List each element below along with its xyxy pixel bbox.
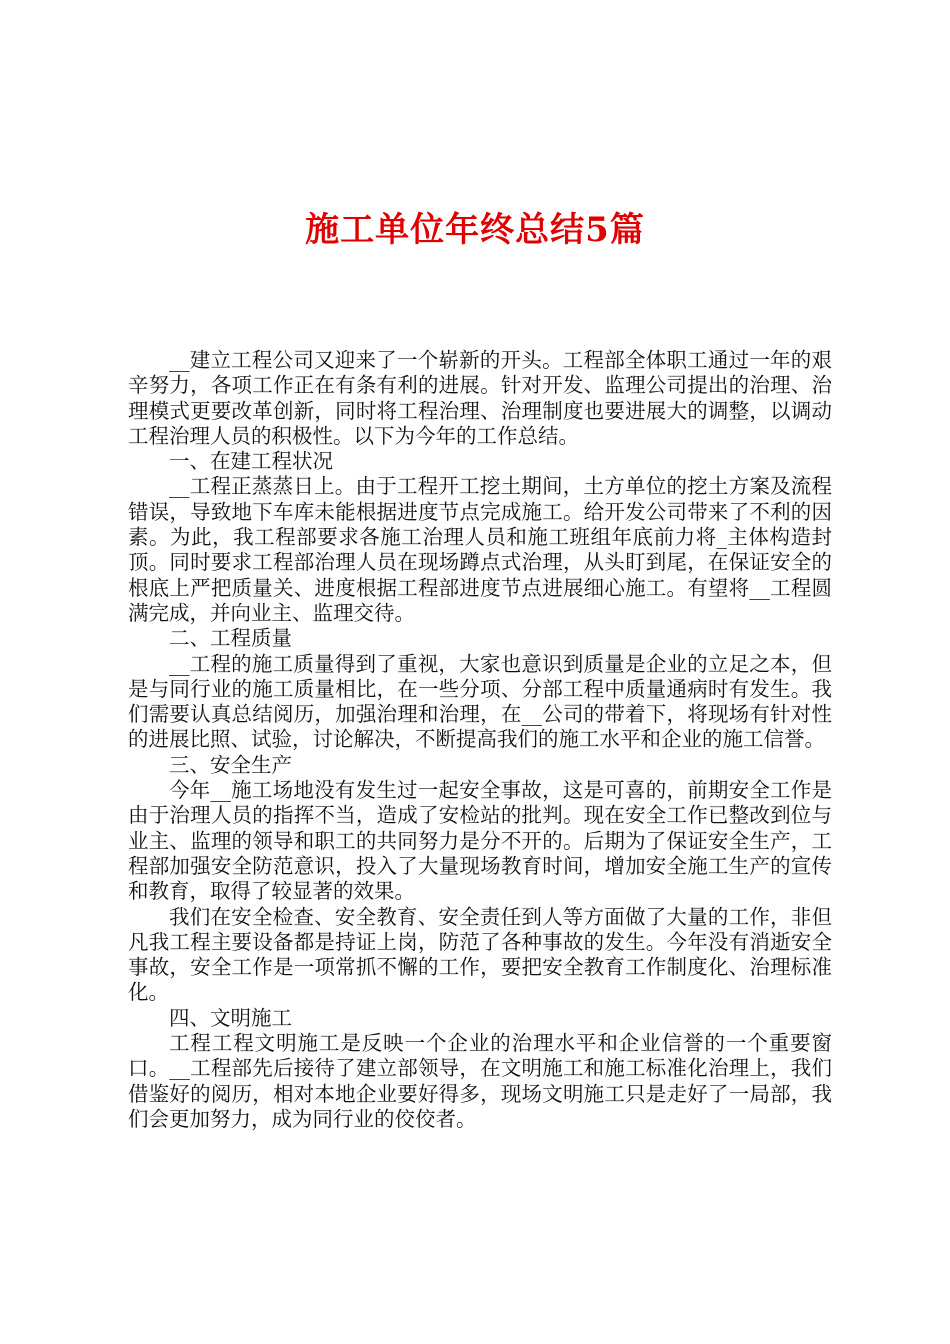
paragraph-intro: __建立工程公司又迎来了一个崭新的开头。工程部全体职工通过一年的艰辛努力，各项工作正在有条有利的进展。针对开发、监理公司提出的治理、治理模式更要改革创新，同时将工程治理、治理制度也要进展大的调整，以调动工程治理人员的积极性。以下为今年的工作总结。 (128, 348, 832, 448)
section-heading-quality: 二、工程质量 (169, 626, 292, 651)
paragraph-safety-2: 我们在安全检查、安全教育、安全责任到人等方面做了大量的工作，非但凡我工程主要设备都是持证上岗，防范了各种事故的发生。今年没有消逝安全事故，安全工作是一项常抓不懈的工作，要把安全教育工作制度化、治理标准化。 (128, 904, 832, 1005)
paragraph-projects: __工程正蒸蒸日上。由于工程开工挖土期间，土方单位的挖土方案及流程错误，导致地下车库未能根据进度节点完成施工。给开发公司带来了不利的因素。为此，我工程部要求各施工治理人员和施工班组年底前力将_主体构造封顶。同时要求工程部治理人员在现场蹲点式治理，从头盯到尾，在保证安全的根底上严把质量关、进度根据工程部进度节点进展细心施工。有望将__工程圆满完成，并向业主、监理交待。 (128, 474, 832, 625)
paragraph-civilized: 工程工程文明施工是反映一个企业的治理水平和企业信誉的一个重要窗口。__工程部先后接待了建立部领导，在文明施工和施工标准化治理上，我们借鉴好的阅历，相对本地企业要好得多，现场文明施工只是走好了一局部，我们会更加努力，成为同行业的佼佼者。 (128, 1031, 832, 1131)
document-title: 施工单位年终总结5篇 (305, 210, 645, 250)
paragraph-quality: __工程的施工质量得到了重视，大家也意识到质量是企业的立足之本，但是与同行业的施工质量相比，在一些分项、分部工程中质量通病时有发生。我们需要认真总结阅历，加强治理和治理，在__公司的带着下，将现场有针对性的进展比照、试验，讨论解决，不断提高我们的施工水平和企业的施工信誉。 (128, 651, 832, 752)
section-heading-safety: 三、安全生产 (169, 752, 292, 777)
paragraph-safety-1: 今年__施工场地没有发生过一起安全事故，这是可喜的，前期安全工作是由于治理人员的指挥不当，造成了安检站的批判。现在安全工作已整改到位与业主、监理的领导和职工的共同努力是分不开的。后期为了保证安全生产，工程部加强安全防范意识，投入了大量现场教育时间，增加安全施工生产的宣传和教育，取得了较显著的效果。 (128, 778, 832, 904)
section-heading-projects: 一、在建工程状况 (169, 449, 333, 474)
document-body (128, 348, 832, 1132)
section-heading-civilized: 四、文明施工 (169, 1005, 292, 1030)
